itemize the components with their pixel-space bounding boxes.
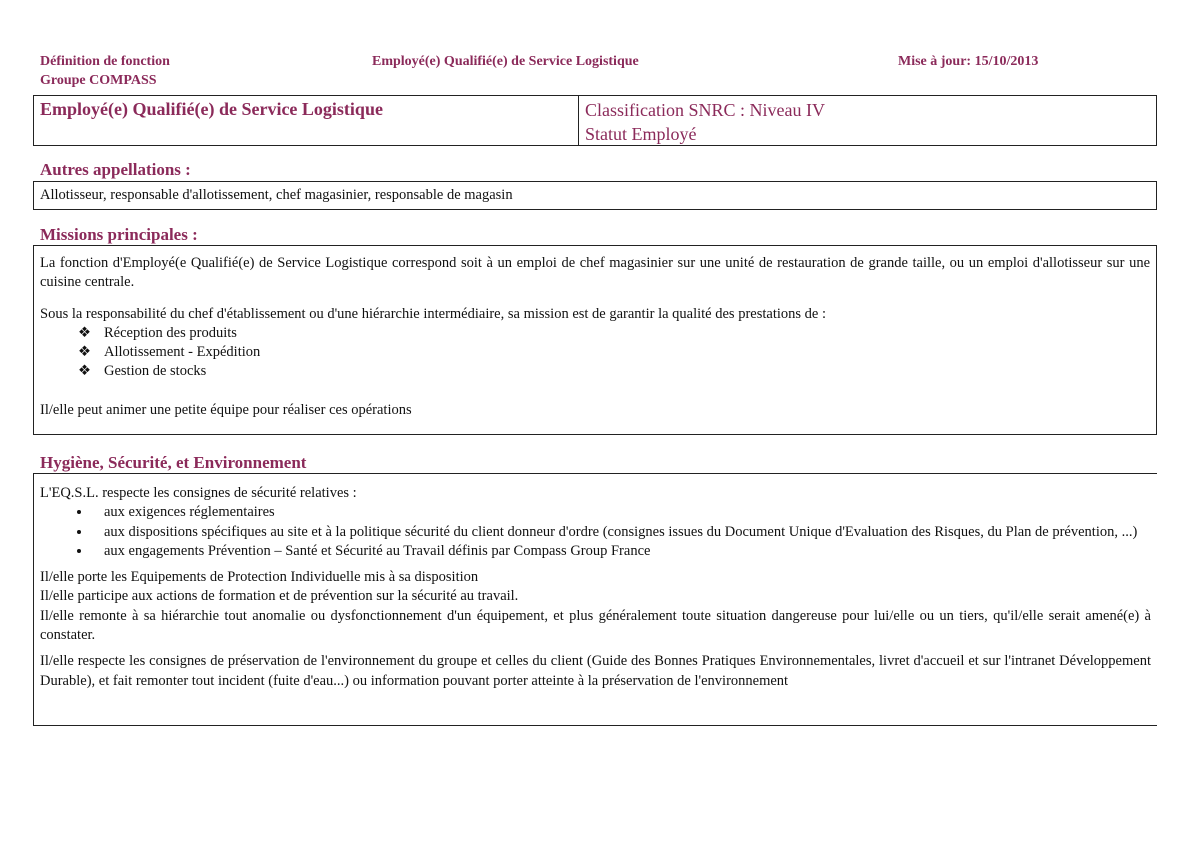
list-item: • aux exigences réglementaires — [92, 503, 1151, 522]
missions-box — [33, 245, 1157, 435]
classification: Classification SNRC : Niveau IV — [585, 100, 825, 120]
missions-list — [40, 324, 1150, 382]
list-item: ❖ Réception des produits — [92, 324, 1150, 343]
hse-intro: L'EQ.S.L. respecte les consignes de sécurité relatives : — [40, 485, 357, 501]
missions-p1: La fonction d'Employé(e Qualifié(e) de Service Logistique correspond soit à un emploi de chef magasinier sur une unité de restauration de grande taille, ou un emploi d'allotisseur sur une cuisine centrale. — [40, 255, 1150, 291]
hse-anomalie: Il/elle remonte à sa hiérarchie tout anomalie ou dysfonctionnement d'un équipement, et plus généralement toute situation dangereuse pour lui/elle ou un tiers, qu'il/elle serait amené(e) à constater. — [40, 607, 1151, 644]
statut: Statut Employé — [585, 124, 697, 144]
header-update-date: Mise à jour: 15/10/2013 — [898, 54, 1039, 69]
list-item: ❖ Allotissement - Expédition — [92, 343, 1150, 362]
autres-text: Allotisseur, responsable d'allotissement, chef magasinier, responsable de magasin — [40, 187, 513, 203]
header-group: Groupe COMPASS — [40, 73, 157, 88]
classification-info — [585, 98, 825, 146]
hse-formation: Il/elle participe aux actions de formation et de prévention sur la sécurité au travail. — [40, 588, 519, 605]
hse-heading: Hygiène, Sécurité, et Environnement — [40, 453, 307, 472]
job-title: Employé(e) Qualifié(e) de Service Logistique — [40, 99, 383, 119]
hse-environnement: Il/elle respecte les consignes de préservation de l'environnement du groupe et celles du client (Guide des Bonnes Pratiques Environnementales, livret d'accueil et sur l'intranet Développement Durable), et fait remonter tout incident (fuite d'eau...) ou information pouvant porter atteinte à la préservation de l'environnement — [40, 653, 1151, 689]
autres-box — [33, 181, 1157, 210]
hse-epi: Il/elle porte les Equipements de Protection Individuelle mis à sa disposition — [40, 569, 479, 586]
header-definition: Définition de fonction — [40, 54, 170, 69]
header-doc-type — [40, 52, 170, 90]
autres-heading: Autres appellations : — [40, 160, 191, 179]
missions-p3: Il/elle peut animer une petite équipe pour réaliser ces opérations — [40, 401, 412, 418]
hse-list — [40, 503, 1151, 561]
missions-heading: Missions principales : — [40, 225, 198, 244]
list-item: ❖ Gestion de stocks — [92, 362, 1150, 381]
header-job-title: Employé(e) Qualifié(e) de Service Logistique — [372, 54, 639, 69]
list-item: • aux dispositions spécifiques au site et à la politique sécurité du client donneur d'ordre (consignes issues du Document Unique d'Evaluation des Risques, du Plan de prévention, ...) — [92, 523, 1151, 542]
list-item: • aux engagements Prévention – Santé et Sécurité au Travail définis par Compass Group France — [92, 542, 1151, 561]
missions-p2: Sous la responsabilité du chef d'établissement ou d'une hiérarchie intermédiaire, sa mission est de garantir la qualité des prestations de : — [40, 305, 826, 322]
title-box — [33, 95, 1157, 146]
hse-box — [33, 473, 1157, 726]
